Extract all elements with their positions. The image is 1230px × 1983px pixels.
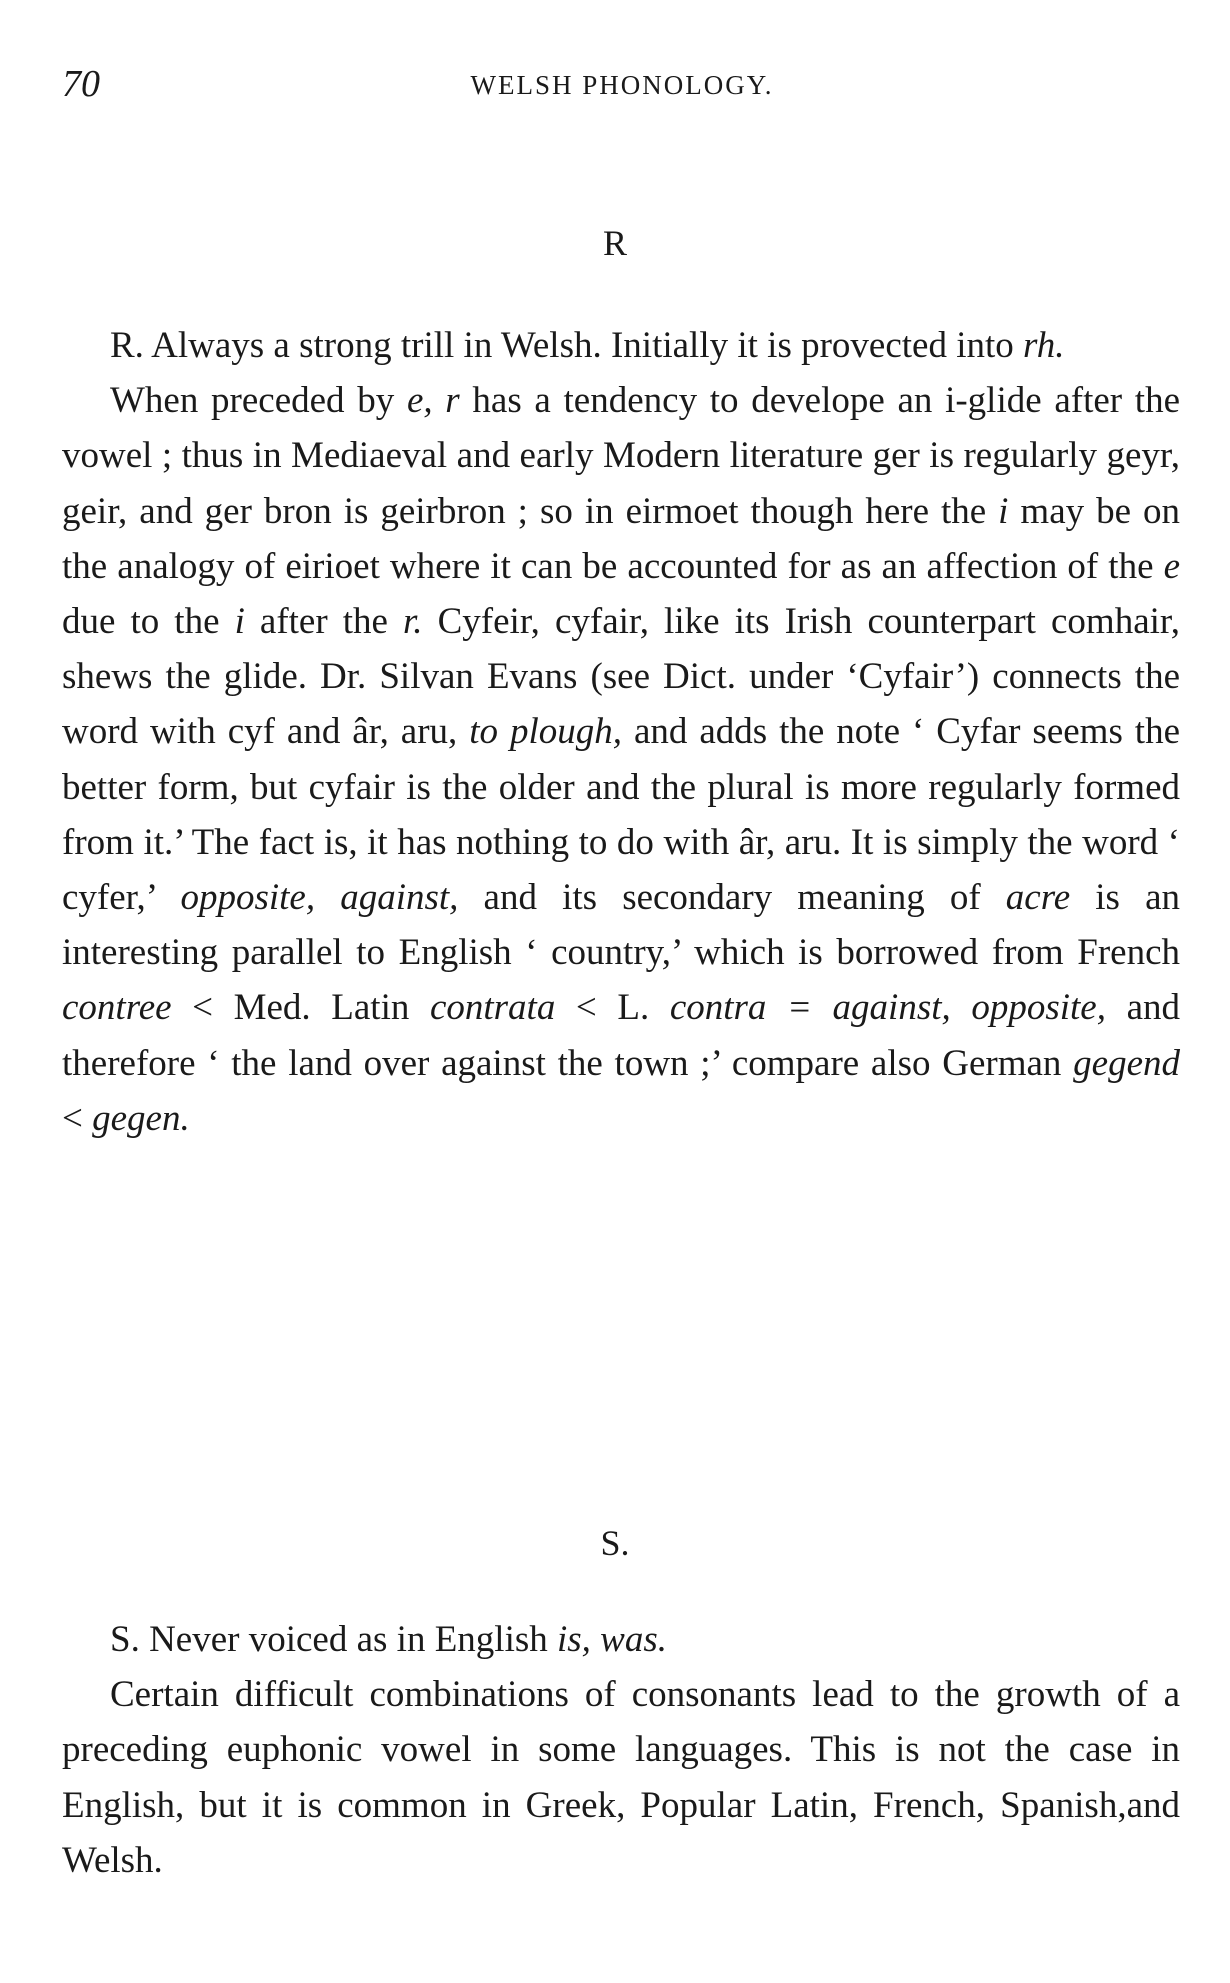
text-run: and therefore ‘ the land over against the town ;’ compare also German (62, 987, 1180, 1084)
italic-text: opposite, against, (180, 877, 459, 919)
italic-text: i (234, 601, 245, 643)
italic-text: rh. (1023, 325, 1065, 366)
italic-text: to plough, (469, 711, 623, 753)
text-run: < Med. Latin (171, 987, 430, 1029)
text-run: after the (244, 601, 403, 643)
text-run: is an interesting parallel to English ‘ country,’ which is borrowed from French (62, 877, 1181, 974)
italic-text: contree (62, 987, 172, 1029)
italic-text: contrata (429, 987, 556, 1029)
paragraph (62, 373, 1180, 1146)
text-run: S. Never voiced as in English (110, 1619, 557, 1660)
section-s-body (62, 1612, 1180, 1888)
text-run: has a tendency to develope an i-glide after the vowel ; thus in Mediaeval and early Modern literature ger is regularly geyr, geir, and ger bron is geirbron ; so in eirmoet though here the (62, 380, 1181, 532)
italic-text: e (1163, 545, 1180, 587)
italic-text: e, r (406, 380, 460, 422)
italic-text: gegend (1073, 1042, 1180, 1084)
text-run: < (62, 1097, 93, 1139)
section-heading-r: R (602, 223, 627, 263)
paragraph (62, 1612, 1180, 1667)
page-number: 70 (62, 63, 100, 105)
italic-text: r. (403, 601, 423, 643)
italic-text: gegen. (92, 1097, 190, 1139)
italic-text: acre (1005, 877, 1071, 919)
paragraph (62, 318, 1180, 373)
text-run: < L. (555, 987, 670, 1029)
italic-text: is, was. (557, 1619, 668, 1660)
italic-text: i (998, 490, 1009, 532)
text-run: and its secondary meaning of (458, 877, 1006, 919)
page-header (62, 62, 1182, 112)
text-run: Cyfeir, cyfair, like its Irish counterpart comhair, shews the glide. Dr. Silvan Evans (see Dict. under ‘Cyfair’) connects the word with cyf and âr, aru, (62, 601, 1180, 753)
text-run: due to the (62, 601, 235, 643)
text-run: Certain difficult combinations of consonants lead to the growth of a preceding euphonic vowel in some languages. This is not the case in English, but it is common in Greek, Popular Latin, French, Spanish,and Welsh. (62, 1674, 1180, 1881)
section-heading-s: S. (600, 1523, 630, 1563)
text-run: may be on the analogy of eirioet where it can be accounted for as an affection of the (62, 490, 1181, 587)
section-r-body (62, 318, 1180, 1146)
text-run: When preceded by (110, 380, 407, 422)
running-title: WELSH PHONOLOGY. (470, 70, 774, 100)
text-run: and adds the note ‘ Cyfar seems the better form, but cyfair is the older and the plural is more regularly formed from it.’ The fact is, it has nothing to do with âr, aru. It is simply the word ‘ cyfer,’ (62, 711, 1181, 919)
text-run: R. Always a strong trill in Welsh. Initially it is provected into (110, 325, 1024, 366)
paragraph (62, 1667, 1180, 1888)
italic-text: contra = against, opposite, (669, 987, 1106, 1029)
